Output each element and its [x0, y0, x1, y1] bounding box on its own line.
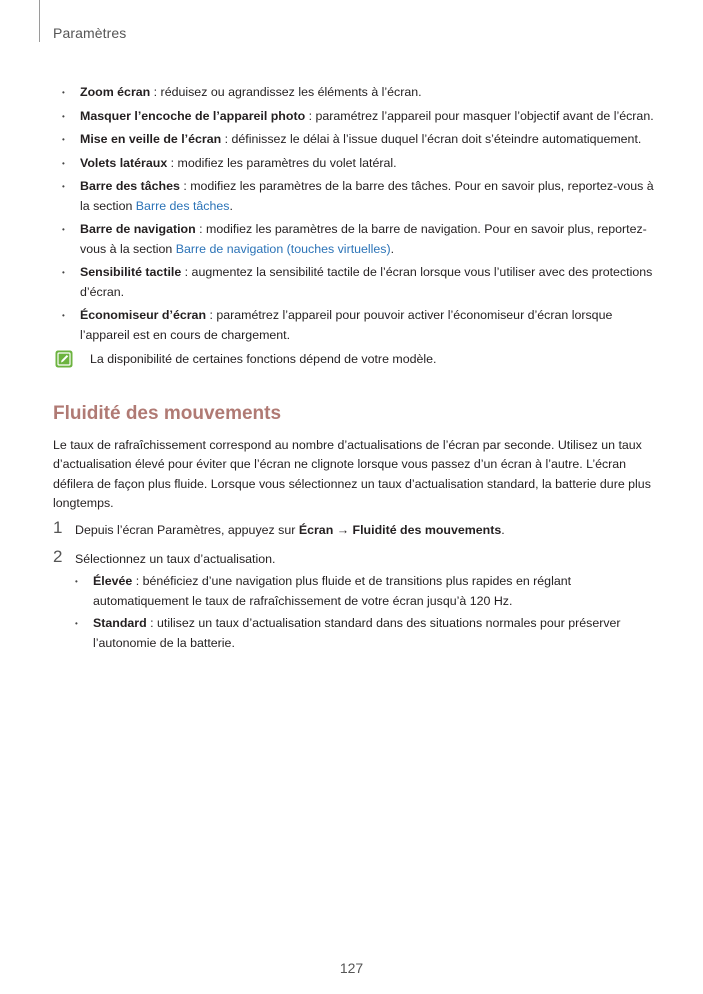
step-text: Sélectionnez un taux d’actualisation.	[75, 551, 276, 566]
page-number: 127	[339, 960, 364, 976]
list-item	[62, 130, 662, 150]
step-number: 1	[53, 518, 63, 537]
bullet-text: : modifiez les paramètres de la barre des tâches. Pour en savoir plus, reportez-vous à la section	[80, 179, 654, 213]
option-text: : utilisez un taux d’actualisation standard dans des situations normales pour préserver l’autonomie de la batterie.	[93, 616, 621, 650]
section-intro: Le taux de rafraîchissement correspond au nombre d’actualisations de l’écran par seconde. Utilisez un taux d’actualisation élevé pour éviter que l’écran ne clignote lorsque vous passez d’un écran à l’autre. L’écran défilera de façon plus fluide. Lorsque vous sélectionnez un taux d’actualisation standard, la batterie dure plus longtemps.	[53, 438, 651, 510]
option-term: Standard	[93, 616, 147, 630]
bullet-text: : paramétrez l’appareil pour masquer l’objectif avant de l’écran.	[305, 108, 654, 123]
bullet-term: Économiseur d’écran	[80, 308, 207, 322]
note	[55, 350, 655, 372]
bullet-text-end: .	[229, 198, 233, 213]
taskbar-section-link[interactable]: Barre des tâches	[135, 198, 230, 213]
note-text: La disponibilité de certaines fonctions dépend de votre modèle.	[90, 352, 437, 366]
bullet-text: : modifiez les paramètres de la barre de navigation. Pour en savoir plus, reportez-vous à la section	[80, 222, 647, 256]
bullet-term: Barre de navigation	[80, 222, 196, 236]
bullet-term: Barre des tâches	[80, 179, 180, 193]
option-item	[75, 614, 653, 653]
list-item	[62, 154, 662, 174]
section-title: Fluidité des mouvements	[53, 403, 282, 424]
list-item	[62, 83, 662, 103]
list-item	[62, 220, 662, 259]
bullet-term: Mise en veille de l’écran	[80, 132, 222, 146]
note-pencil-icon	[55, 350, 73, 368]
list-item	[62, 263, 662, 302]
option-term: Élevée	[93, 574, 133, 588]
navigation-bar-section-link[interactable]: Barre de navigation (touches virtuelles)	[175, 241, 391, 256]
list-item	[62, 306, 662, 345]
step-2	[53, 546, 653, 654]
list-item	[62, 177, 662, 216]
bullet-text: : paramétrez l’appareil pour pouvoir activer l’économiseur d’écran lorsque l’appareil est en cours de chargement.	[80, 308, 613, 342]
bullet-term: Masquer l’encoche de l’appareil photo	[80, 108, 306, 123]
header-rule	[39, 0, 40, 42]
bullet-term: Sensibilité tactile	[80, 265, 182, 279]
step-text: Depuis l’écran Paramètres, appuyez sur	[75, 523, 299, 537]
step-number: 2	[53, 546, 63, 566]
bullet-term: Volets latéraux	[80, 155, 168, 170]
step-menu-path: Écran → Fluidité des mouvements	[298, 523, 502, 537]
bullet-term: Zoom écran	[80, 85, 151, 99]
bullet-text: : augmentez la sensibilité tactile de l’écran lorsque vous l’utiliser avec des protections d’écran.	[80, 265, 653, 299]
option-text: : bénéficiez d’une navigation plus fluide et de transitions plus rapides en réglant automatiquement le taux de rafraîchissement de votre écran jusqu’à 120 Hz.	[93, 574, 572, 608]
option-item	[75, 572, 653, 611]
settings-bullet-list	[62, 83, 662, 349]
header-title: Paramètres	[53, 25, 127, 41]
bullet-text: : définissez le délai à l’issue duquel l’écran doit s’éteindre automatiquement.	[221, 132, 642, 146]
bullet-text: : modifiez les paramètres du volet latéral.	[167, 155, 397, 170]
steps-list	[53, 518, 653, 662]
list-item	[62, 107, 662, 127]
refresh-rate-options	[75, 572, 653, 653]
bullet-text: : réduisez ou agrandissez les éléments à l’écran.	[150, 85, 422, 99]
bullet-text-end: .	[390, 241, 395, 256]
step-1	[53, 518, 653, 541]
step-text-end: .	[501, 523, 505, 537]
